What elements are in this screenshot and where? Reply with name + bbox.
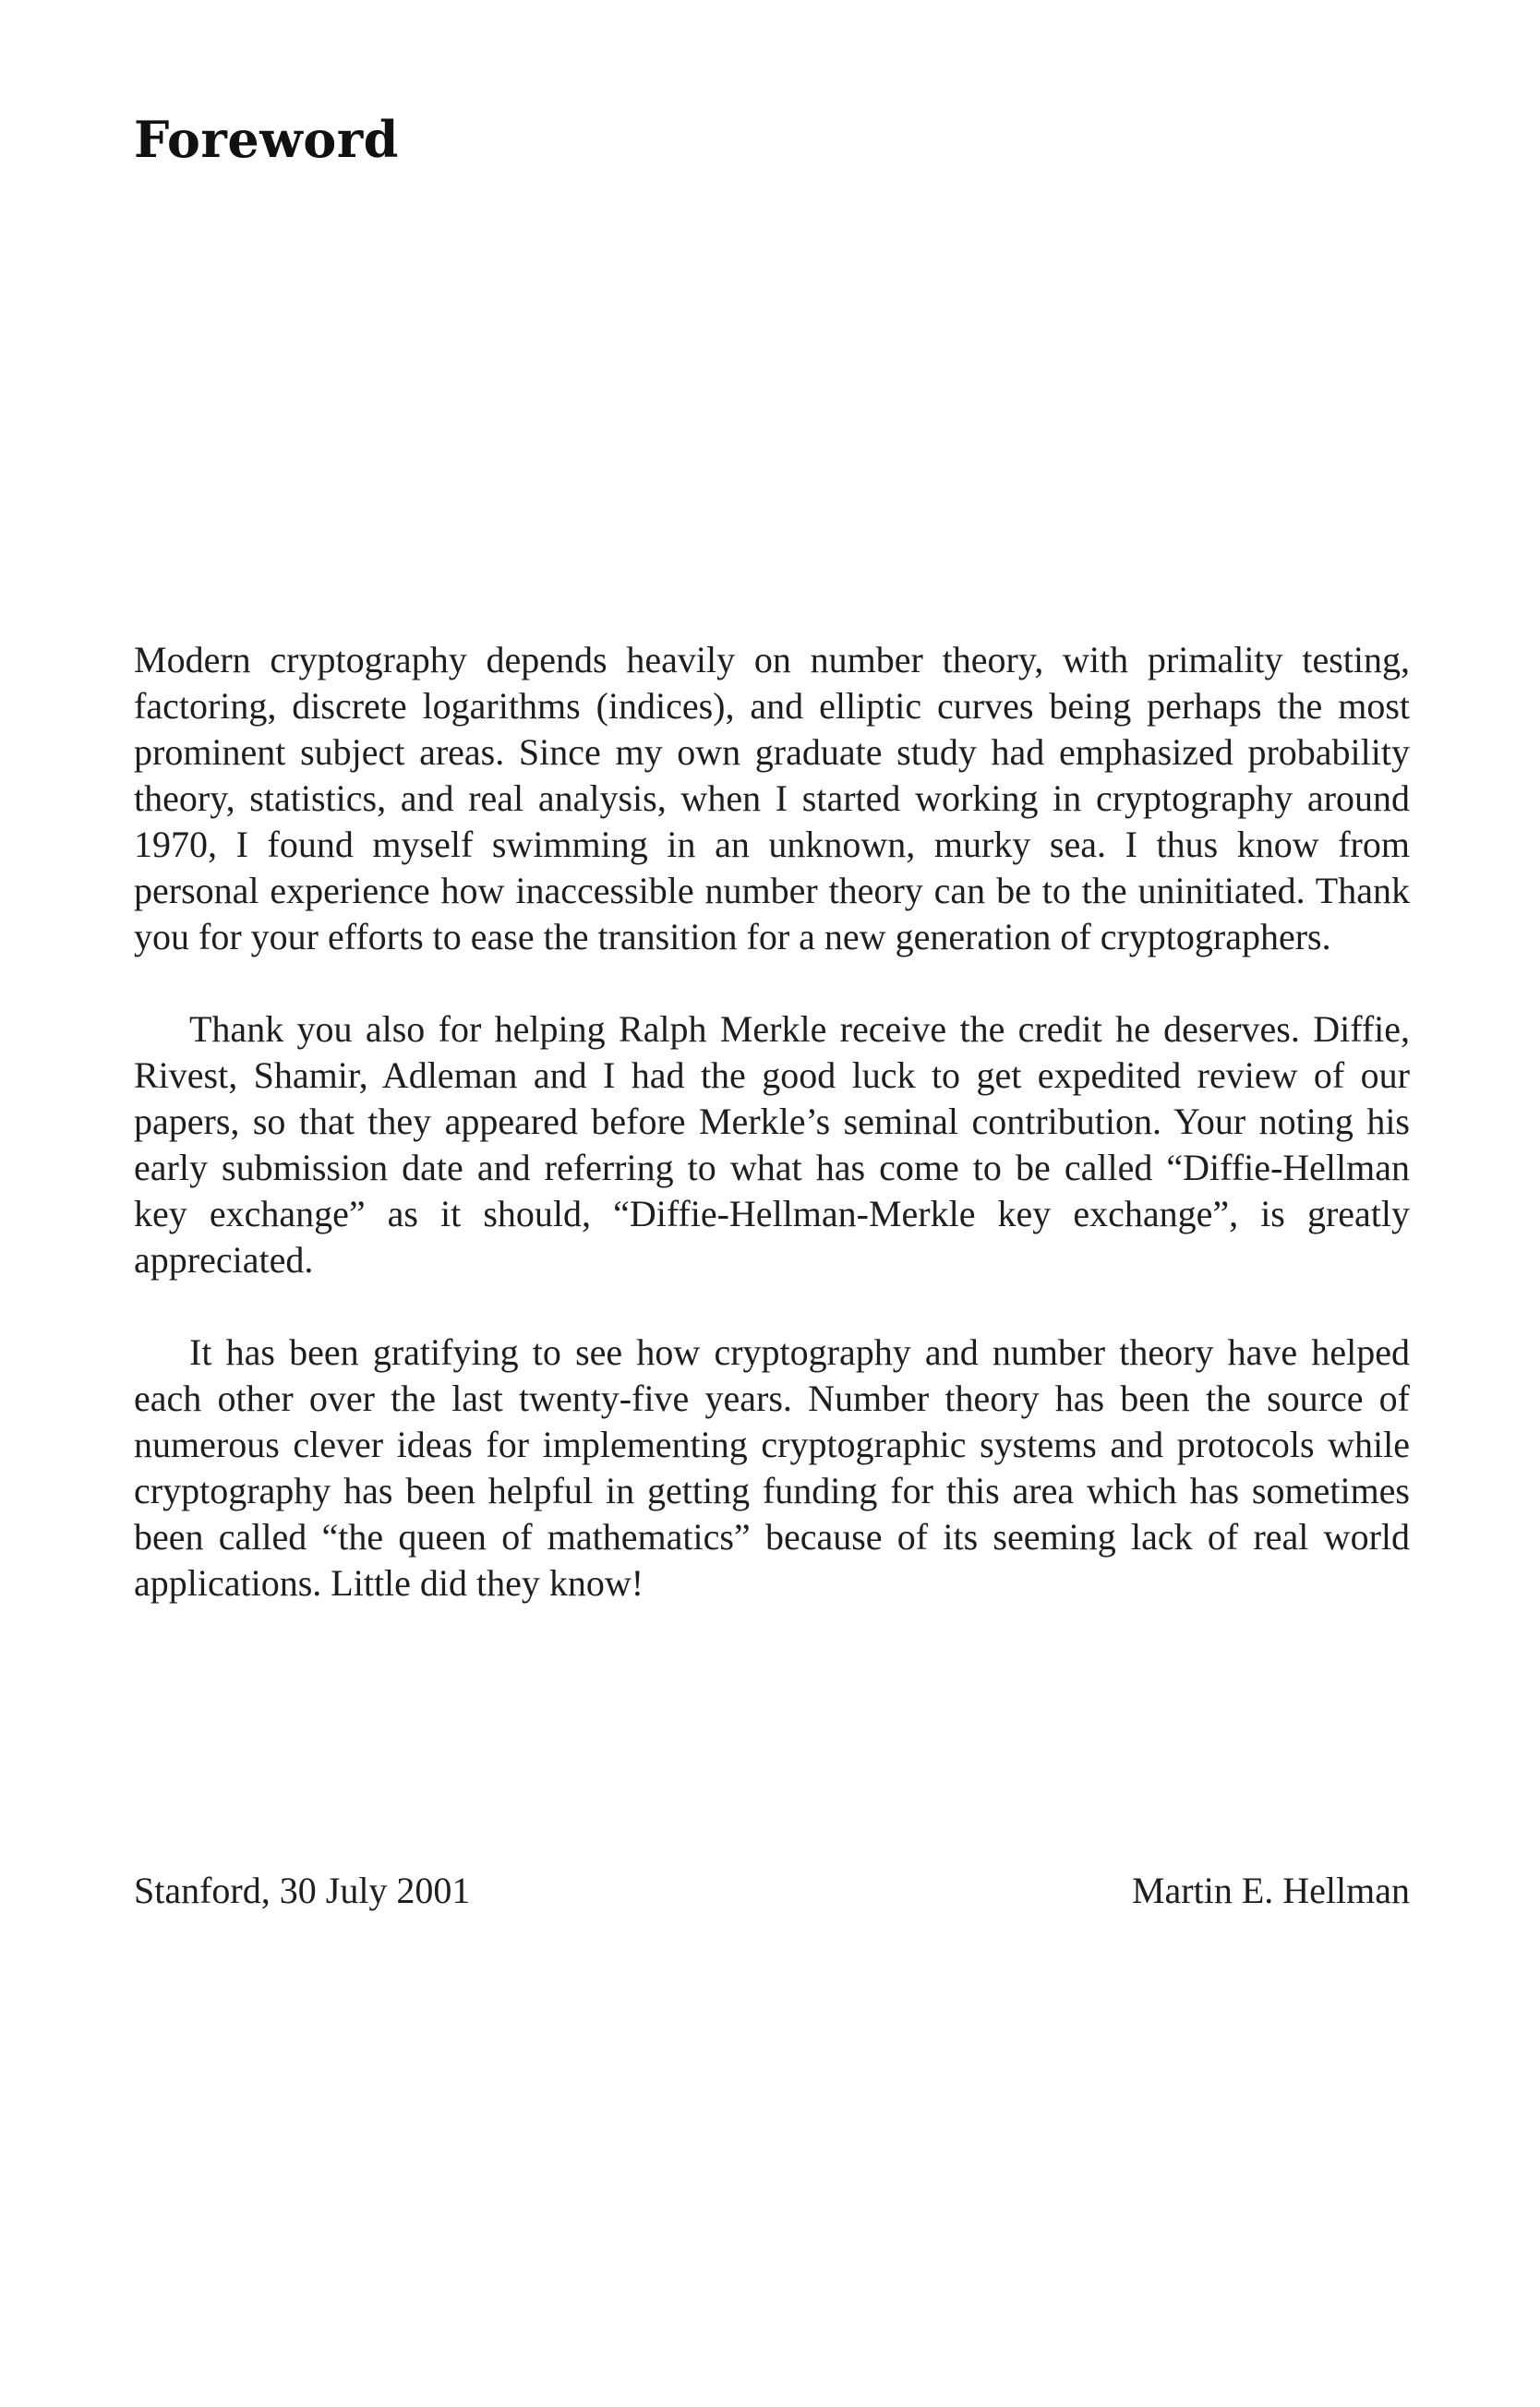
- place-date: Stanford, 30 July 2001: [134, 1870, 471, 1911]
- signature-line: [134, 1868, 1410, 1914]
- page-title: Foreword: [134, 110, 399, 169]
- author-name: Martin E. Hellman: [1131, 1870, 1410, 1911]
- paragraph-3: It has been gratifying to see how cryptography and number theory have helped each other over the last twenty-five years. Number theory has been the source of numerous clever ideas for implementing cryptographic systems and protocols while cryptography has been helpful in getting funding for this area which has sometimes been called “the queen of mathematics” because of its seeming lack of real world applications. Little did they know!: [134, 1331, 1410, 1604]
- foreword-body: [134, 637, 1410, 1607]
- paragraph-2: Thank you also for helping Ralph Merkle receive the credit he deserves. Diffie, Rivest, Shamir, Adleman and I had the good luck to get expedited review of our papers, so that they appeared before Merkle’s seminal contribution. Your noting his early submission date and referring to what has come to be called “Diffie-Hellman key exchange” as it should, “Diffie-Hellman-Merkle key exchange”, is greatly appreciated.: [134, 1008, 1410, 1281]
- paragraph-1: Modern cryptography depends heavily on number theory, with primality testing, factoring, discrete logarithms (indices), and elliptic curves being perhaps the most prominent subject areas. Since my own graduate study had emphasized probability theory, statistics, and real analysis, when I started working in cryptography around 1970, I found myself swimming in an unknown, murky sea. I thus know from personal experience how inaccessible number theory can be to the uninitiated. Thank you for your efforts to ease the transition for a new generation of cryptographers.: [134, 639, 1410, 957]
